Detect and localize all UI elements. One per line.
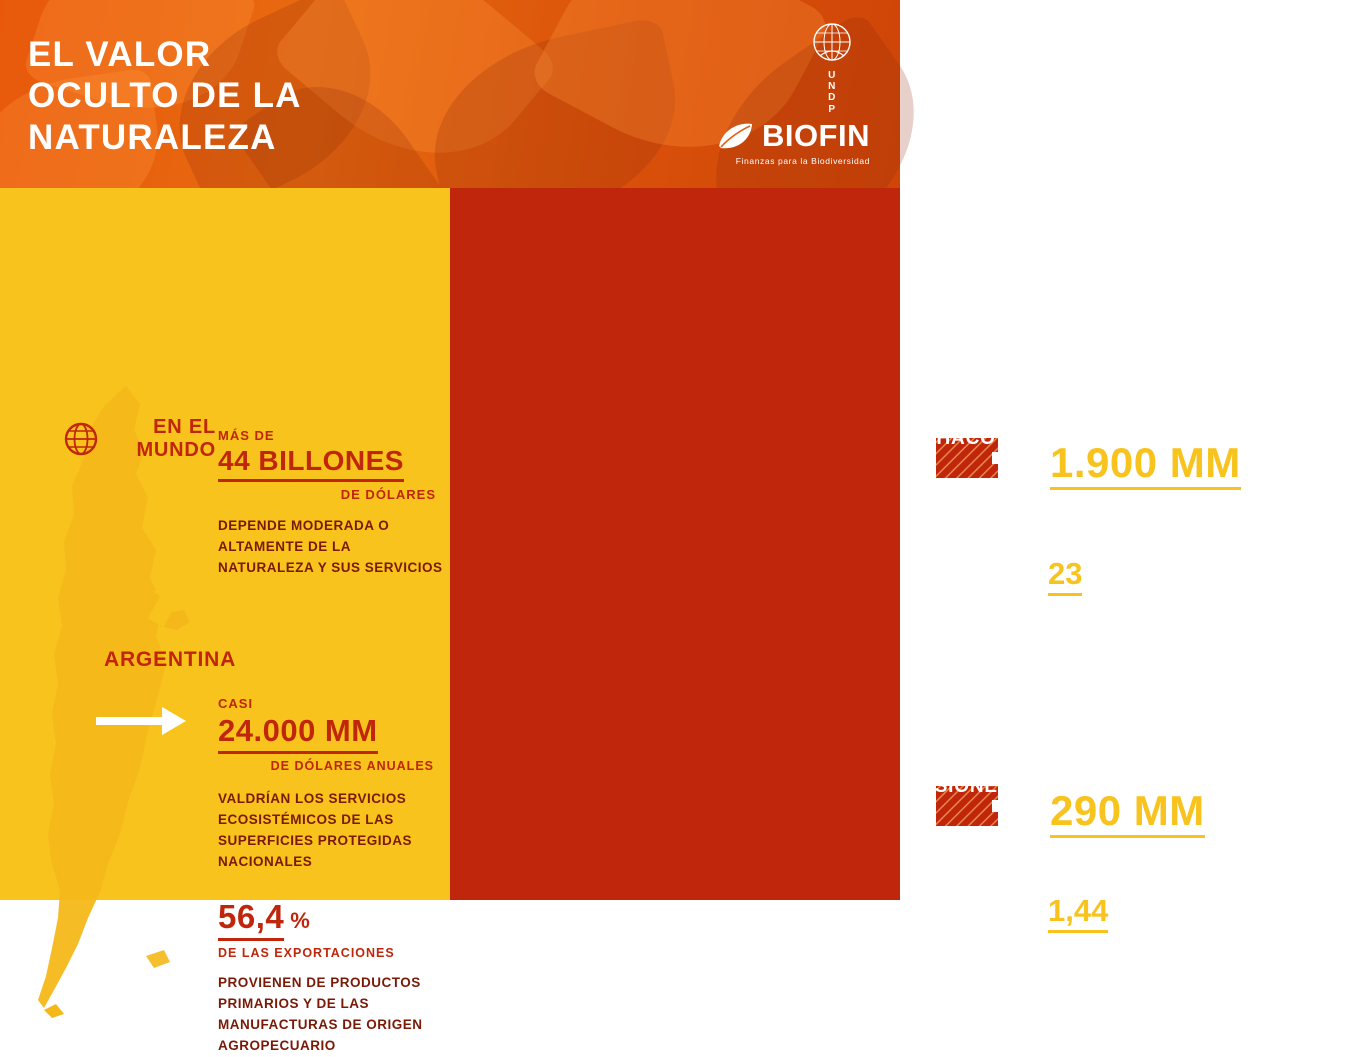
misiones-prefix: MÁS DE <box>1050 774 1107 789</box>
biofin-logo <box>715 118 870 166</box>
biofin-leaf-icon <box>715 120 755 152</box>
misiones-percent-symbol: % <box>1115 902 1133 923</box>
argentina-map-silhouette <box>8 378 238 1018</box>
biofin-name: BIOFIN <box>761 118 870 153</box>
chaco-unit: DE DÓLARES ANUALES <box>1162 496 1332 512</box>
chaco-label: CHACO <box>922 428 996 449</box>
chaco-description: VALDRÍAN LOS SERVICIOS ECOSISTÉMICOS DE LAS SUPERFICIES PROTEGIDAS DEL CHACO SECO Y HÚMEDO <box>1048 614 1324 692</box>
argentina-unit: DE DÓLARES ANUALES <box>270 759 434 773</box>
misiones-percent-block <box>1048 893 1348 1012</box>
misiones-label: MISIONES <box>912 776 1012 797</box>
argentina-percent-block <box>218 898 443 1057</box>
misiones-description: VALDRÍAN LOS SERVICIOS ECOSISTÉMICOS DE LAS SUPERFICIE PROTEGIDA DE LA SELVA PARANAENSE <box>1048 951 1332 1008</box>
left-panel <box>0 188 450 1053</box>
undp-logo <box>806 22 858 115</box>
argentina-arrow-icon <box>96 704 188 738</box>
argentina-prefix: CASI <box>218 696 254 711</box>
misiones-percent-of: DEL PBG DE MISIONES <box>1142 903 1338 921</box>
argentina-percent-description: PROVIENEN DE PRODUCTOS PRIMARIOS Y DE LAS MANUFACTURAS DE ORIGEN AGROPECUARIO <box>218 975 423 1053</box>
argentina-percent-unit: DE LAS EXPORTACIONES <box>218 946 395 960</box>
undp-letter-u: U <box>828 70 836 81</box>
undp-letters <box>806 70 858 115</box>
world-prefix: MÁS DE <box>218 428 275 443</box>
world-unit: DE DÓLARES <box>340 487 436 502</box>
chaco-percent-block <box>1048 556 1348 696</box>
biofin-tagline: Finanzas para la Biodiversidad <box>735 156 870 166</box>
world-description: DEPENDE MODERADA O ALTAMENTE DE LA NATURALEZA Y SUS SERVICIOS <box>218 518 443 575</box>
misiones-unit: DE DÓLARES ANUALES <box>1162 844 1332 860</box>
chaco-amount: 1.900 MM <box>1050 441 1241 490</box>
undp-emblem-icon <box>812 22 852 62</box>
header-banner <box>0 0 900 188</box>
page-title-line-1: EL VALOR <box>28 35 212 74</box>
argentina-label: ARGENTINA <box>104 648 237 671</box>
right-panel <box>450 188 1338 1008</box>
chaco-percent-of: DEL PBG DE CHACO <box>1116 565 1300 585</box>
misiones-stat-block <box>1050 774 1340 859</box>
argentina-description: VALDRÍAN LOS SERVICIOS ECOSISTÉMICOS DE LAS SUPERFICIES PROTEGIDAS NACIONALES <box>218 791 413 869</box>
world-amount: 44 BILLONES <box>218 445 404 482</box>
undp-letter-p: P <box>828 103 836 115</box>
argentina-stat-block <box>218 696 443 873</box>
page-title <box>28 34 302 158</box>
chaco-percent-symbol: % <box>1089 565 1107 586</box>
argentina-percent-value: 56,4 <box>218 898 284 941</box>
argentina-amount: 24.000 MM <box>218 713 378 754</box>
chaco-stat-block <box>1050 426 1340 511</box>
undp-letter-n: N <box>828 81 836 93</box>
world-stat-block <box>218 428 443 579</box>
chaco-percent-value: 23 <box>1048 556 1082 596</box>
page-title-line-2: OCULTO DE LA <box>28 76 302 116</box>
chaco-prefix: MÁS DE <box>1050 426 1107 441</box>
misiones-amount: 290 MM <box>1050 789 1205 838</box>
page-title-line-3: NATURALEZA <box>28 117 277 157</box>
undp-letter-d: D <box>828 92 836 104</box>
argentina-percent-symbol: % <box>290 908 310 933</box>
world-label: EN EL MUNDO <box>136 416 216 461</box>
misiones-percent-value: 1,44 <box>1048 893 1108 933</box>
